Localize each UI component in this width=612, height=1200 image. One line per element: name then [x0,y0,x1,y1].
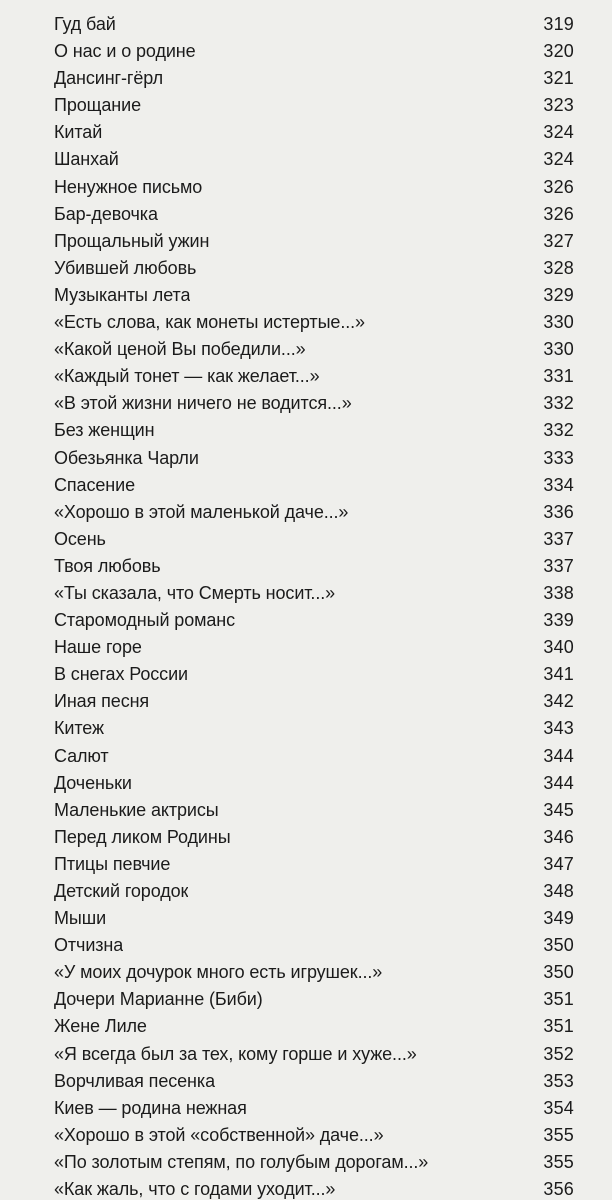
toc-entry [54,174,574,201]
toc-entry-page: 338 [543,582,574,603]
toc-entry-page: 332 [543,393,574,414]
toc-entry-page: 337 [543,555,574,576]
toc-entry-page: 340 [543,637,574,658]
toc-entry-title: Спасение [54,474,135,495]
toc-entry [54,11,574,38]
toc-entry-page: 324 [543,149,574,170]
toc-entry-title: Жене Лиле [54,1016,147,1037]
toc-entry [54,1068,574,1095]
toc-entry-page: 332 [543,420,574,441]
toc-entry-page: 354 [543,1097,574,1118]
toc-entry-title: Китеж [54,718,104,739]
toc-entry-title: Салют [54,745,109,766]
toc-entry-title: «Хорошо в этой маленькой даче...» [54,501,349,522]
toc-entry-page: 348 [543,881,574,901]
toc-entry-title: Китай [54,122,103,143]
toc-entry-title: «В этой жизни ничего не водится...» [54,393,352,414]
toc-entry-page: 347 [543,853,574,874]
toc-entry [54,770,574,797]
toc-entry [54,201,574,228]
toc-entry-page: 342 [543,691,574,712]
toc-entry-page: 346 [543,826,574,847]
toc-entry-title: Наше горе [54,637,142,658]
toc-entry [54,905,574,932]
toc-entry [54,634,574,661]
toc-entry-page: 345 [543,799,574,820]
toc-entry [54,309,574,336]
toc-entry-page: 343 [543,718,574,739]
table-of-contents [54,11,574,1200]
toc-entry [54,797,574,824]
toc-entry [54,715,574,742]
toc-entry-page: 349 [543,908,574,929]
toc-entry-page: 351 [543,1016,574,1037]
toc-entry-title: Ненужное письмо [54,176,203,197]
toc-entry [54,1041,574,1068]
toc-entry-page: 351 [543,989,574,1010]
toc-entry [54,282,574,309]
toc-entry-title: «Как жаль, что с годами уходит...» [54,1179,336,1200]
toc-entry [54,932,574,959]
toc-entry [54,336,574,363]
toc-entry [54,417,574,444]
toc-entry-title: «Хорошо в этой «собственной» даче...» [54,1124,384,1145]
toc-entry-title: Убившей любовь [54,257,197,278]
toc-entry-page: 341 [543,664,574,685]
toc-entry-title: Старомодный романс [54,610,236,631]
toc-entry [54,553,574,580]
toc-entry [54,824,574,851]
toc-entry-page: 326 [543,203,574,224]
toc-entry-title: О нас и о родине [54,41,196,62]
toc-entry [54,878,574,905]
toc-entry-title: «Есть слова, как монеты истертые...» [54,312,365,333]
toc-entry [54,499,574,526]
toc-entry-title: Маленькие актрисы [54,799,219,820]
toc-entry-title: Киев — родина нежная [54,1097,247,1118]
toc-entry-page: 350 [543,962,574,983]
toc-entry [54,390,574,417]
toc-entry-title: «У моих дочурок много есть игрушек...» [54,962,383,983]
toc-entry-title: Гуд бай [54,14,116,34]
toc-entry [54,255,574,282]
toc-entry [54,688,574,715]
toc-entry-page: 339 [543,610,574,631]
toc-entry-title: Дочери Марианне (Биби) [54,989,263,1010]
toc-entry-title: Музыканты лета [54,284,191,305]
toc-entry [54,607,574,634]
toc-entry [54,119,574,146]
toc-entry-title: Обезьянка Чарли [54,447,199,468]
toc-entry-title: Ворчливая песенка [54,1070,215,1091]
toc-entry [54,580,574,607]
toc-entry-page: 324 [543,122,574,143]
toc-entry-page: 320 [543,41,574,62]
toc-entry-page: 355 [543,1151,574,1172]
toc-entry-page: 336 [543,501,574,522]
toc-entry-title: Доченьки [54,772,132,793]
toc-entry [54,851,574,878]
toc-entry-page: 326 [543,176,574,197]
toc-entry-title: «Каждый тонет — как желает...» [54,366,320,387]
toc-entry [54,1013,574,1040]
toc-entry [54,526,574,553]
toc-entry-page: 330 [543,339,574,360]
toc-entry [54,445,574,472]
toc-entry-title: Иная песня [54,691,150,712]
toc-entry [54,363,574,390]
toc-entry-title: Перед ликом Родины [54,826,231,847]
toc-entry-page: 321 [543,68,574,89]
toc-entry-title: В снегах России [54,664,188,685]
toc-entry-page: 352 [543,1043,574,1064]
toc-entry-page: 337 [543,528,574,549]
toc-entry [54,1176,574,1200]
toc-entry-page: 344 [543,772,574,793]
toc-entry-title: Прощание [54,95,141,116]
toc-entry [54,986,574,1013]
toc-entry-title: «Ты сказала, что Смерть носит...» [54,582,336,603]
toc-entry-page: 330 [543,312,574,333]
toc-entry-title: «Я всегда был за тех, кому горше и хуже...» [54,1043,417,1064]
toc-entry [54,1122,574,1149]
toc-entry-title: «По золотым степям, по голубым дорогам...» [54,1151,429,1172]
toc-entry [54,146,574,173]
toc-entry-page: 333 [543,447,574,468]
toc-entry-page: 327 [543,230,574,251]
toc-entry-title: Птицы певчие [54,853,171,874]
toc-entry [54,1149,574,1176]
toc-entry [54,472,574,499]
toc-entry-page: 355 [543,1124,574,1145]
toc-entry [54,65,574,92]
toc-entry-title: Шанхай [54,149,119,170]
toc-entry-page: 356 [543,1179,574,1200]
toc-entry [54,1095,574,1122]
toc-entry-page: 329 [543,284,574,305]
toc-entry-page: 344 [543,745,574,766]
toc-entry-title: Мыши [54,908,107,929]
toc-entry-page: 331 [543,366,574,387]
toc-entry-title: «Какой ценой Вы победили...» [54,339,306,360]
toc-entry-title: Твоя любовь [54,555,161,576]
toc-entry [54,92,574,119]
toc-entry-title: Осень [54,528,106,549]
toc-entry-title: Отчизна [54,935,124,956]
toc-entry-page: 328 [543,257,574,278]
toc-entry-title: Детский городок [54,881,189,901]
toc-entry-page: 350 [543,935,574,956]
toc-entry-page: 319 [543,14,574,34]
toc-entry [54,661,574,688]
toc-entry-title: Бар-девочка [54,203,158,224]
toc-entry-page: 334 [543,474,574,495]
toc-entry [54,228,574,255]
toc-entry [54,959,574,986]
toc-entry [54,743,574,770]
toc-entry-page: 323 [543,95,574,116]
toc-entry-title: Дансинг-гёрл [54,68,163,89]
toc-entry-page: 353 [543,1070,574,1091]
toc-entry [54,38,574,65]
toc-entry-title: Без женщин [54,420,155,441]
toc-entry-title: Прощальный ужин [54,230,210,251]
